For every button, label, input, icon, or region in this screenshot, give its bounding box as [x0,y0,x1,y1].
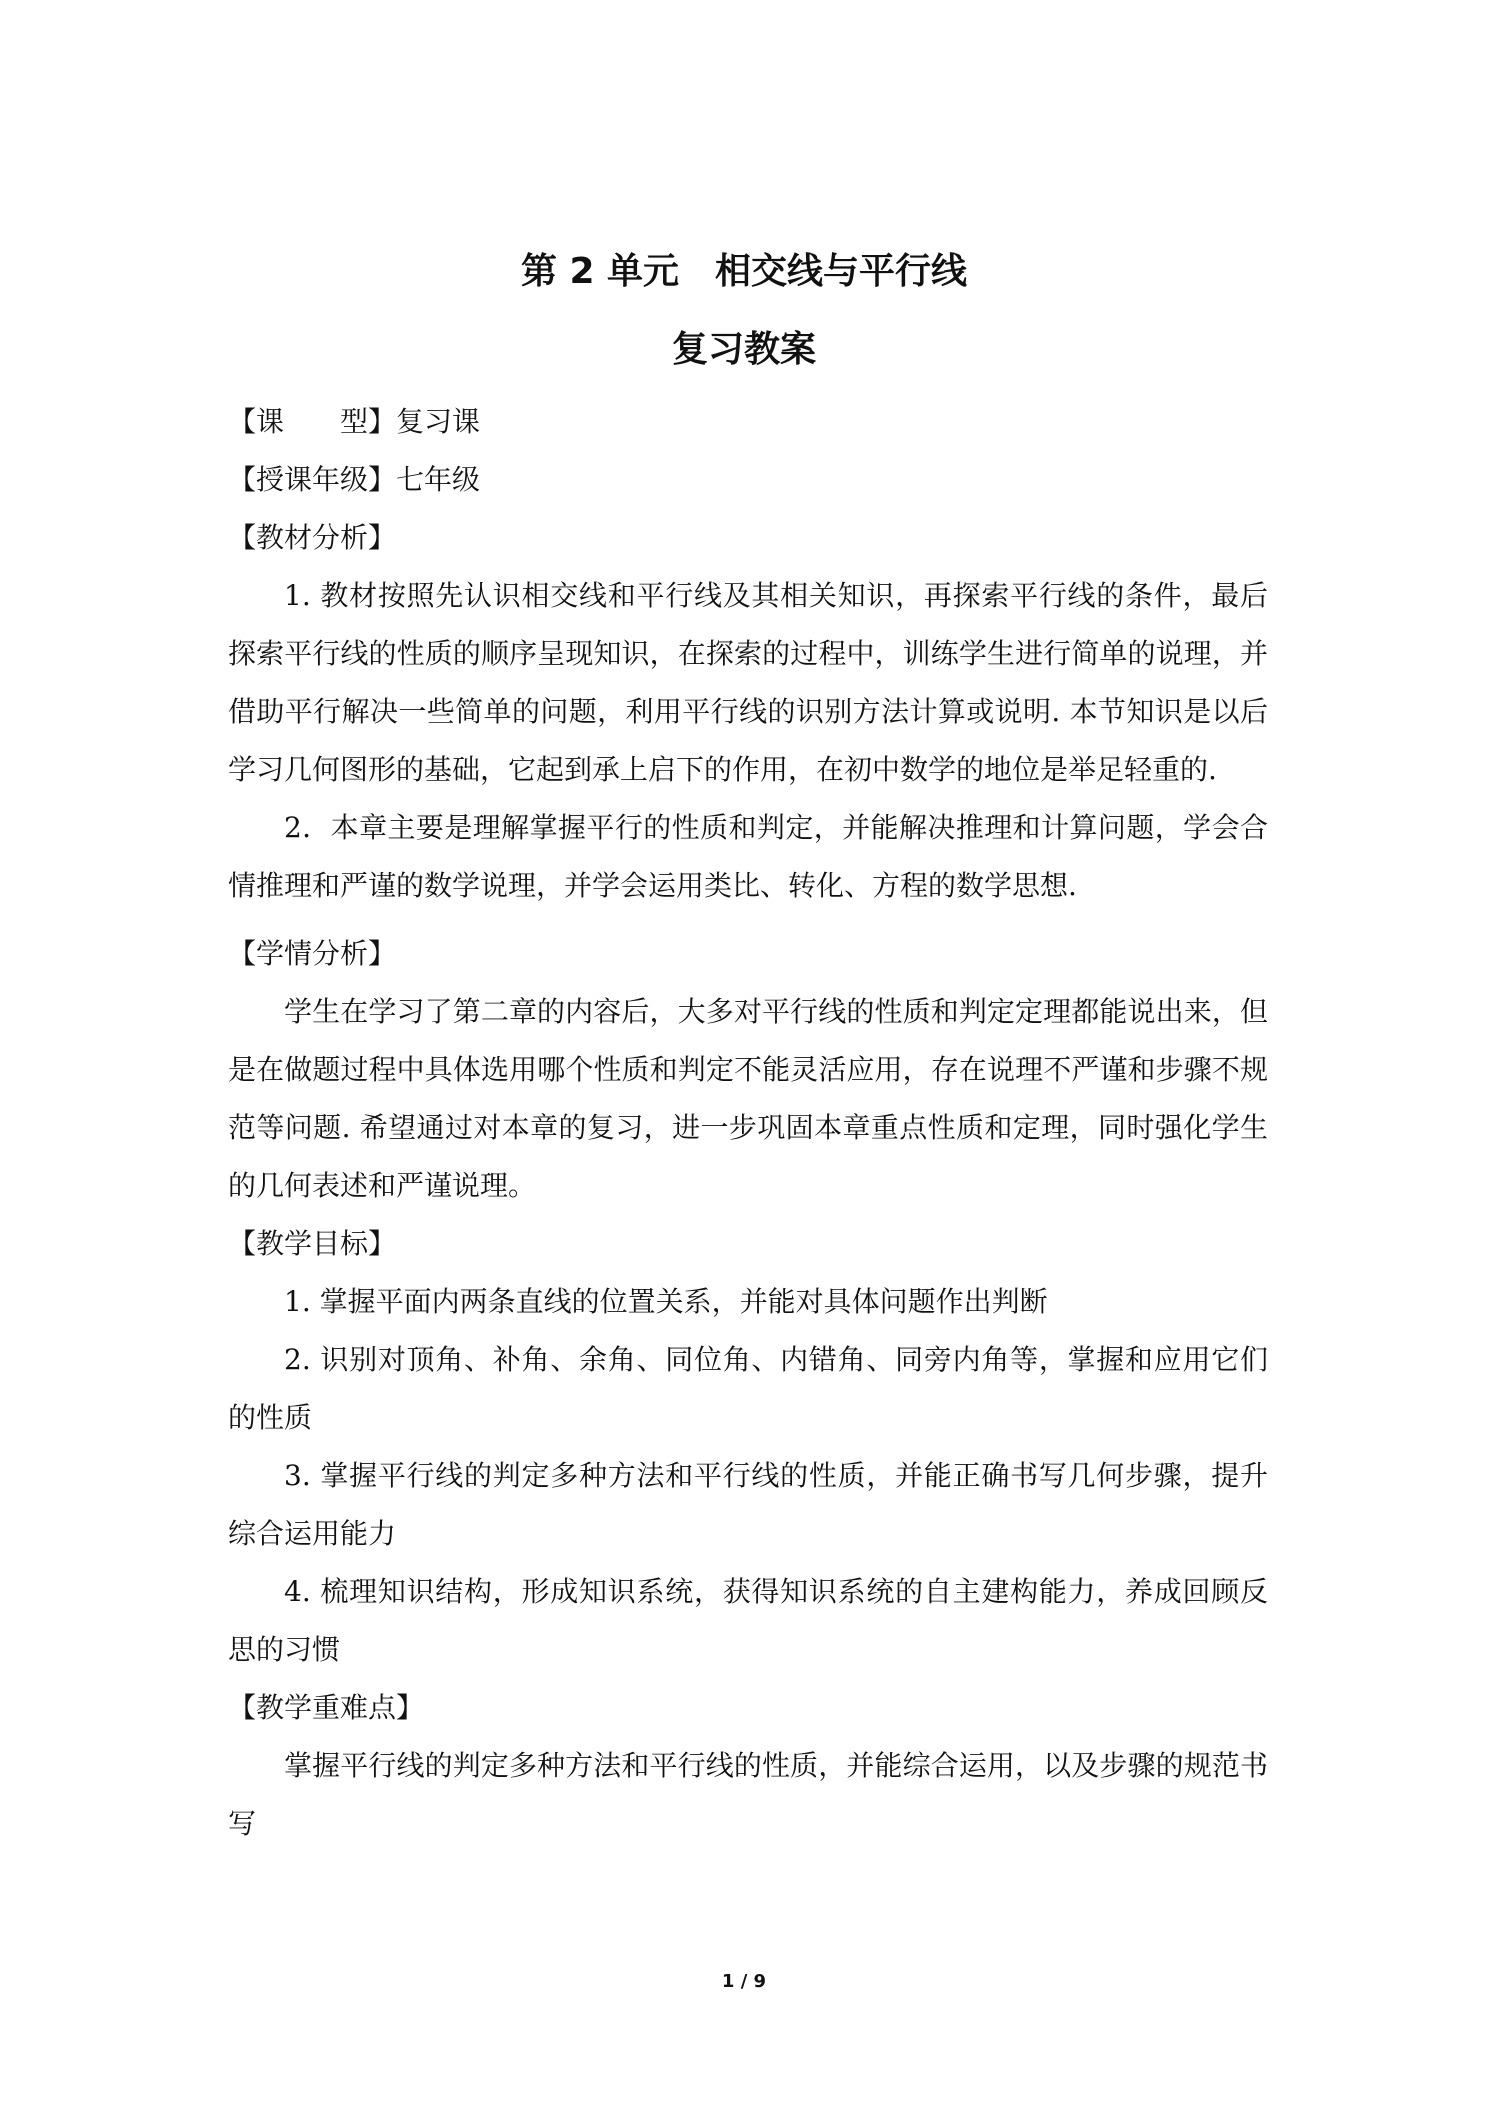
field-label: 【课 型】 [228,405,397,438]
paragraph: 3. 掌握平行线的判定多种方法和平行线的性质，并能正确书写几何步骤，提升综合运用能力 [228,1459,1268,1550]
field-lesson-type [228,393,1268,451]
paragraph: 1. 教材按照先认识相交线和平行线及其相关知识，再探索平行线的条件，最后探索平行线的性质的顺序呈现知识，在探索的过程中，训练学生进行简单的说理，并借助平行解决一些简单的问题，利用平行线的识别方法计算或说明. 本节知识是以后学习几何图形的基础，它起到承上启下的作用，在初中数学的地位是举足轻重的. [228,579,1268,786]
field-grade [228,451,1268,509]
section-heading-students: 【学情分析】 [228,937,397,970]
page-number: 1 / 9 [721,1971,767,1992]
field-value: 复习课 [396,405,481,438]
section-heading-material: 【教材分析】 [228,521,397,554]
paragraph: 学生在学习了第二章的内容后，大多对平行线的性质和判定定理都能说出来，但是在做题过程中具体选用哪个性质和判定不能灵活应用，存在说理不严谨和步骤不规范等问题. 希望通过对本章的复习，进一步巩固本章重点性质和定理，同时强化学生的几何表述和严谨说理。 [228,995,1268,1202]
field-value: 七年级 [396,463,481,496]
paragraph: 4. 梳理知识结构，形成知识系统，获得知识系统的自主建构能力，养成回顾反思的习惯 [228,1575,1268,1666]
field-label: 【授课年级】 [228,463,397,496]
section-heading-objectives: 【教学目标】 [228,1227,397,1260]
document-subtitle: 复习教案 [671,329,816,370]
paragraph: 1. 掌握平面内两条直线的位置关系，并能对具体问题作出判断 [284,1285,1048,1318]
document-title: 第 2 单元 相交线与平行线 [520,251,968,292]
document-body [228,393,1268,1853]
paragraph: 2．本章主要是理解掌握平行的性质和判定，并能解决推理和计算问题，学会合情推理和严谨的数学说理，并学会运用类比、转化、方程的数学思想. [228,811,1268,902]
paragraph: 2. 识别对顶角、补角、余角、同位角、内错角、同旁内角等，掌握和应用它们的性质 [228,1343,1268,1434]
paragraph: 掌握平行线的判定多种方法和平行线的性质，并能综合运用，以及步骤的规范书写 [228,1749,1268,1840]
section-heading-keypoints: 【教学重难点】 [228,1691,425,1724]
